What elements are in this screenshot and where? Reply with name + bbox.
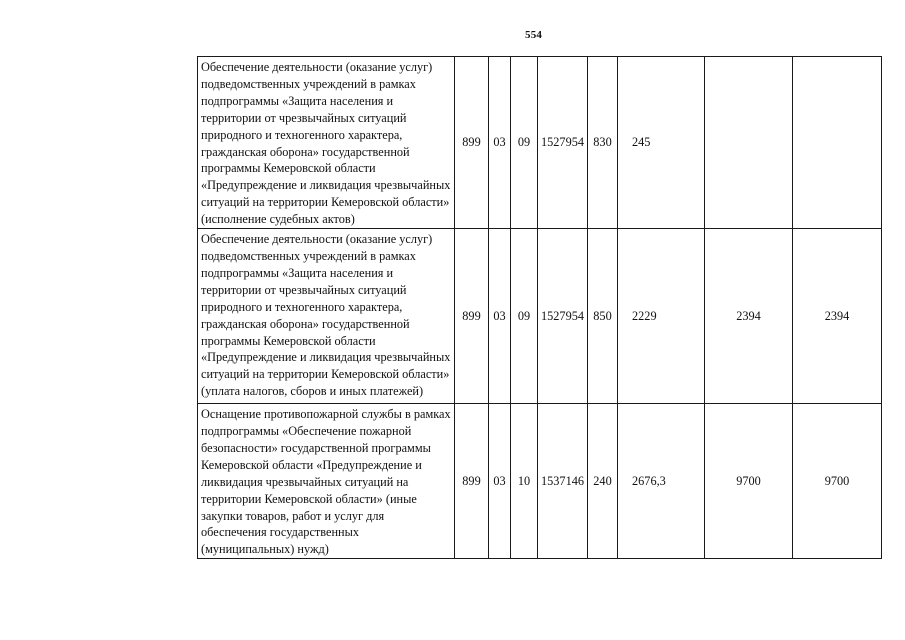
- ministry-code: 899: [455, 404, 489, 559]
- amount-year-1: 2676,3: [618, 404, 705, 559]
- amount-year-3: [793, 57, 882, 229]
- amount-year-2: 2394: [705, 229, 793, 404]
- row-description: Оснащение противопожарной службы в рамках подпрограммы «Обеспечение пожарной безопасности» государственной программы Кемеровской области «Предупреждение и ликвидация чрезвычайных ситуаций на территории Кемеровской области» (иные закупки товаров, работ и услуг для обеспечения государственных (муниципальных) нужд): [198, 404, 455, 559]
- section-code: 03: [489, 57, 511, 229]
- amount-year-1: 2229: [618, 229, 705, 404]
- row-description: Обеспечение деятельности (оказание услуг) подведомственных учреждений в рамках подпрограммы «Защита населения и территории от чрезвычайных ситуаций природного и техногенного характера, гражданская оборона» государственной программы Кемеровской области «Предупреждение и ликвидация чрезвычайных ситуаций на территории Кемеровской области» (исполнение судебных актов): [198, 57, 455, 229]
- target-item-code: 1537146: [538, 404, 588, 559]
- expense-type-code: 830: [588, 57, 618, 229]
- target-item-code: 1527954: [538, 57, 588, 229]
- amount-year-2: 9700: [705, 404, 793, 559]
- amount-year-3: 9700: [793, 404, 882, 559]
- ministry-code: 899: [455, 57, 489, 229]
- row-description: Обеспечение деятельности (оказание услуг) подведомственных учреждений в рамках подпрограммы «Защита населения и территории от чрезвычайных ситуаций природного и техногенного характера, гражданская оборона» государственной программы Кемеровской области «Предупреждение и ликвидация чрезвычайных ситуаций на территории Кемеровской области» (уплата налогов, сборов и иных платежей): [198, 229, 455, 404]
- budget-table: [197, 56, 882, 559]
- amount-year-3: 2394: [793, 229, 882, 404]
- subsection-code: 09: [511, 229, 538, 404]
- table-row: [198, 404, 882, 559]
- ministry-code: 899: [455, 229, 489, 404]
- expense-type-code: 240: [588, 404, 618, 559]
- section-code: 03: [489, 404, 511, 559]
- target-item-code: 1527954: [538, 229, 588, 404]
- page-number: 554: [525, 29, 543, 41]
- section-code: 03: [489, 229, 511, 404]
- subsection-code: 09: [511, 57, 538, 229]
- subsection-code: 10: [511, 404, 538, 559]
- table-row: [198, 229, 882, 404]
- expense-type-code: 850: [588, 229, 618, 404]
- amount-year-1: 245: [618, 57, 705, 229]
- table-row: [198, 57, 882, 229]
- amount-year-2: [705, 57, 793, 229]
